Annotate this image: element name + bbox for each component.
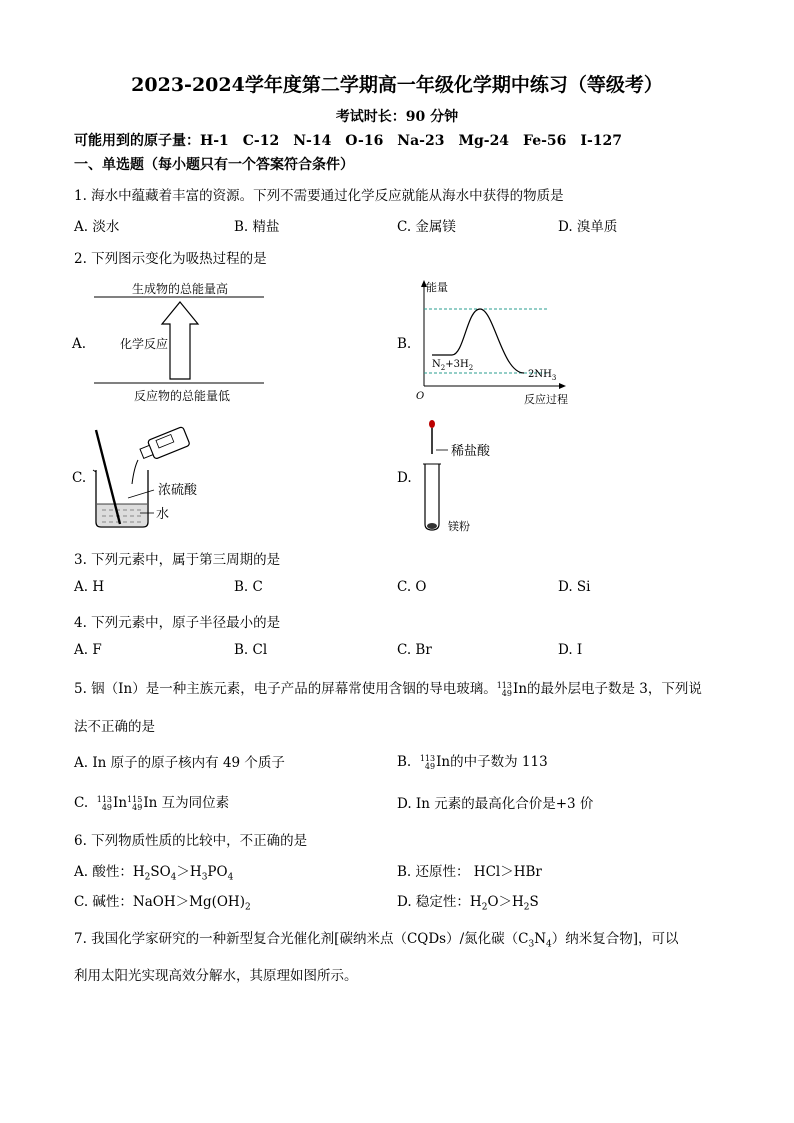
acid-label: 浓硫酸 (158, 483, 198, 498)
q5-option-d: D. In 元素的最高化合价是+3 价 (397, 796, 594, 812)
water-label: 水 (156, 507, 170, 522)
q4-stem: 4. 下列元素中，原子半径最小的是 (74, 615, 281, 631)
q1-option-c: C. 金属镁 (397, 219, 456, 235)
q2-label-b: B. (397, 336, 412, 352)
q1-stem: 1. 海水中蕴藏着丰富的资源。下列不需要通过化学反应就能从海水中获得的物质是 (74, 188, 564, 204)
q6-option-c: C. 碱性：$NaOH>Mg(OH)_2$ (74, 894, 251, 913)
q1-option-b: B. 精盐 (234, 219, 280, 235)
section-heading: 一、单选题（每小题只有一个答案符合条件） (74, 157, 354, 173)
reactant-label: $N_2+3H_2$ (432, 359, 474, 372)
fig-a-top-label: 生成物的总能量高 (131, 282, 229, 296)
origin-label: O (416, 391, 425, 402)
exam-title: 2023-2024学年度第二学期高一年级化学期中练习（等级考） (131, 74, 663, 96)
atomic-masses: 可能用到的原子量：H-1 C-12 N-14 O-16 Na-23 Mg-24 Fe-56 I-127 (74, 133, 623, 149)
q2-label-c: C. (72, 470, 87, 486)
fig-a-bottom-label: 反应物的总能量低 (133, 389, 231, 403)
x-axis-label: 反应过程 (524, 393, 568, 406)
q1-option-d: D. 溴单质 (558, 219, 618, 235)
energy-diagram (412, 278, 584, 408)
q4-option-c: C. Br (397, 642, 432, 658)
y-axis-label: 能量 (426, 281, 448, 294)
energy-arrow-figure (92, 278, 272, 408)
q6-option-a: A. 酸性：$H_2SO_4>H_3PO_4$ (74, 864, 234, 883)
test-tube-icon (425, 464, 439, 530)
q7-stem-line2: 利用太阳光实现高效分解水，其原理如图所示。 (74, 968, 358, 984)
q3-option-d: D. Si (558, 579, 591, 595)
fig-a-middle-label: 化学反应 (119, 337, 169, 351)
q6-stem: 6. 下列物质性质的比较中，不正确的是 (74, 833, 308, 849)
q5-stem-line2: 法不正确的是 (74, 719, 155, 735)
hcl-label: 稀盐酸 (451, 444, 491, 459)
q4-option-b: B. Cl (234, 642, 268, 658)
q6-option-b: B. 还原性： HCl＞HBr (397, 864, 542, 880)
q5-stem: 5. 铟（In）是一种主族元素，电子产品的屏幕常使用含铟的导电玻璃。 113 49 In的最外层电子数是 3，下列说 (74, 680, 702, 698)
q6-option-d: D. 稳定性：$H_2O>H_2S$ (397, 894, 539, 913)
q5-option-b: B. 113 49 In的中子数为 113 (397, 753, 548, 771)
q2-label-a: A. (72, 336, 87, 352)
dilution-figure (88, 424, 218, 534)
reagent-bottle-icon (138, 426, 190, 463)
q3-option-b: B. C (234, 579, 263, 595)
dropper-bulb-icon (429, 420, 435, 428)
q5-option-c: C. 113 49 In 115 49 In 互为同位素 (74, 794, 230, 812)
product-label: $2NH_3$ (528, 369, 557, 382)
q2-stem: 2. 下列图示变化为吸热过程的是 (74, 251, 267, 267)
q3-option-a: A. H (74, 579, 105, 595)
q2-label-d: D. (397, 470, 412, 486)
test-tube-figure (418, 416, 518, 536)
q3-option-c: C. O (397, 579, 427, 595)
exam-duration: 考试时长：90 分钟 (335, 109, 459, 125)
powder-icon (427, 523, 437, 529)
q3-stem: 3. 下列元素中，属于第三周期的是 (74, 552, 281, 568)
q1-option-a: A. 淡水 (74, 219, 120, 235)
q4-option-d: D. I (558, 642, 583, 658)
q7-stem: 7. 我国化学家研究的一种新型复合光催化剂[碳纳米点（CQDs）/氮化碳$(C_3N_4)$纳米复合物]，可以 (74, 931, 679, 950)
mg-label: 镁粉 (448, 520, 470, 533)
q5-option-a: A. In 原子的原子核内有 49 个质子 (74, 755, 285, 771)
q4-option-a: A. F (74, 642, 102, 658)
